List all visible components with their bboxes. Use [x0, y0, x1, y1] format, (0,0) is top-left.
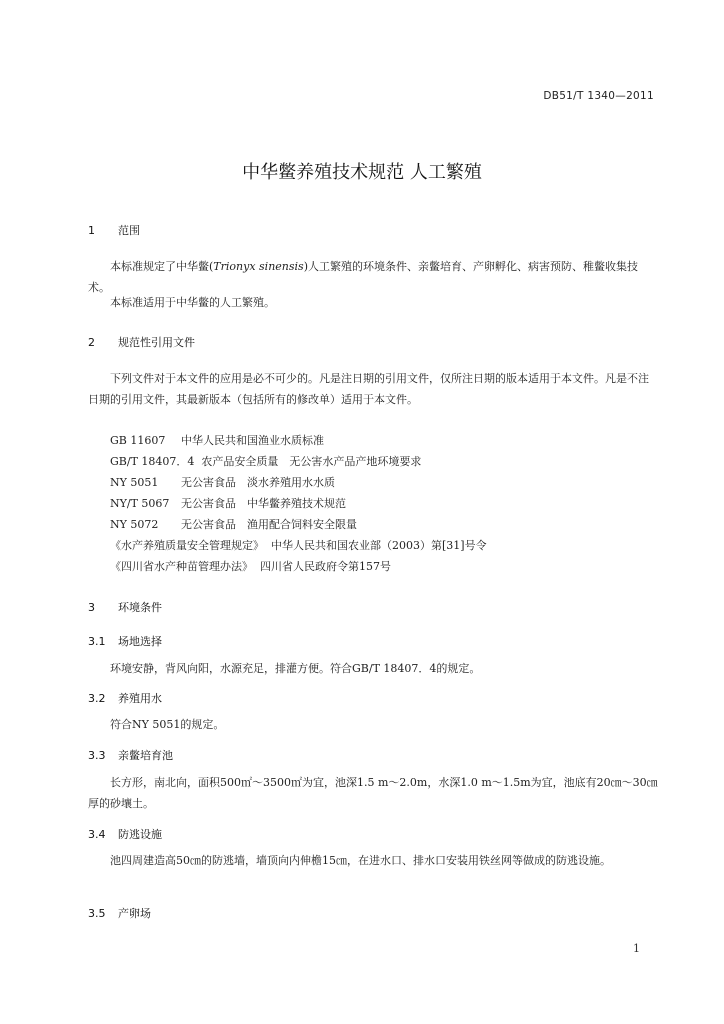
reference-title: 中华人民共和国渔业水质标准 — [181, 434, 324, 447]
standard-code: DB51/T 1340—2011 — [543, 90, 654, 102]
subsection-3-4-text: 池四周建造高50㎝的防逃墙，墙顶向内伸檐15㎝，在进水口、排水口安装用铁丝网等做成的防逃设施。 — [110, 854, 611, 867]
reference-code: GB/T 18407．4 — [110, 455, 195, 468]
text-span: )人工繁殖的环境条件、亲鳖培育、产卵孵化、病害预防、稚鳖收集技术。 — [88, 260, 638, 294]
subsection-3-4-heading — [88, 826, 162, 842]
subsection-number: 3.1 — [88, 635, 106, 648]
reference-item — [110, 537, 487, 553]
reference-title: 农产品安全质量 无公害水产品产地环境要求 — [201, 455, 422, 468]
subsection-title: 养殖用水 — [118, 692, 162, 705]
subsection-3-1-heading — [88, 633, 162, 649]
section-title: 规范性引用文件 — [118, 336, 195, 349]
section-1-heading — [88, 222, 140, 238]
reference-title: 无公害食品 渔用配合饲料安全限量 — [181, 518, 357, 531]
subsection-3-1-text: 环境安静，背风向阳，水源充足，排灌方便。符合GB/T 18407．4的规定。 — [110, 662, 481, 675]
reference-code: 《四川省水产种苗管理办法》 — [110, 560, 253, 573]
subsection-title: 产卵场 — [118, 907, 151, 920]
page-title: 中华鳖养殖技术规范 人工繁殖 — [242, 162, 482, 183]
subsection-3-3-heading — [88, 747, 173, 763]
reference-item — [110, 558, 391, 574]
subsection-3-2-heading — [88, 690, 162, 706]
subsection-3-3-text: 长方形，南北向，面积500㎡～3500㎡为宜，池深1.5 m～2.0m，水深1.0 m～1.5m为宜，池底有20㎝～30㎝厚的砂壤土。 — [88, 776, 658, 810]
section-2-intro: 下列文件对于本文件的应用是必不可少的。凡是注日期的引用文件，仅所注日期的版本适用于本文件。凡是不注日期的引用文件，其最新版本（包括所有的修改单）适用于本文件。 — [88, 372, 649, 406]
section-title: 范围 — [118, 224, 140, 237]
reference-code: GB 11607 — [110, 434, 166, 447]
reference-item — [110, 432, 324, 448]
subsection-number: 3.3 — [88, 749, 106, 762]
reference-code: NY 5072 — [110, 518, 159, 531]
reference-item — [110, 495, 346, 511]
section-number: 3 — [88, 601, 95, 614]
latin-name: Trionyx sinensis — [213, 260, 304, 273]
subsection-number: 3.5 — [88, 907, 106, 920]
subsection-number: 3.4 — [88, 828, 106, 841]
reference-item — [110, 516, 357, 532]
section-title: 环境条件 — [118, 601, 162, 614]
section-number: 1 — [88, 224, 95, 237]
reference-code: NY/T 5067 — [110, 497, 170, 510]
subsection-3-5-heading — [88, 905, 151, 921]
reference-title: 四川省人民政府令第157号 — [260, 560, 391, 573]
reference-title: 中华人民共和国农业部（2003）第[31]号令 — [271, 539, 487, 552]
subsection-title: 防逃设施 — [118, 828, 162, 841]
subsection-number: 3.2 — [88, 692, 106, 705]
page-number: 1 — [633, 942, 640, 955]
subsection-title: 场地选择 — [118, 635, 162, 648]
section-3-heading — [88, 599, 162, 615]
reference-title: 无公害食品 中华鳖养殖技术规范 — [181, 497, 346, 510]
text-span: 本标准规定了中华鳖( — [110, 260, 214, 273]
subsection-3-2-text: 符合NY 5051的规定。 — [110, 718, 225, 731]
section-2-heading — [88, 334, 195, 350]
subsection-title: 亲鳖培育池 — [118, 749, 173, 762]
section-1-paragraph-2: 本标准适用于中华鳖的人工繁殖。 — [110, 296, 275, 309]
reference-code: 《水产养殖质量安全管理规定》 — [110, 539, 264, 552]
reference-item — [110, 453, 421, 469]
section-number: 2 — [88, 336, 95, 349]
reference-code: NY 5051 — [110, 476, 159, 489]
reference-item — [110, 474, 335, 490]
reference-title: 无公害食品 淡水养殖用水水质 — [181, 476, 335, 489]
